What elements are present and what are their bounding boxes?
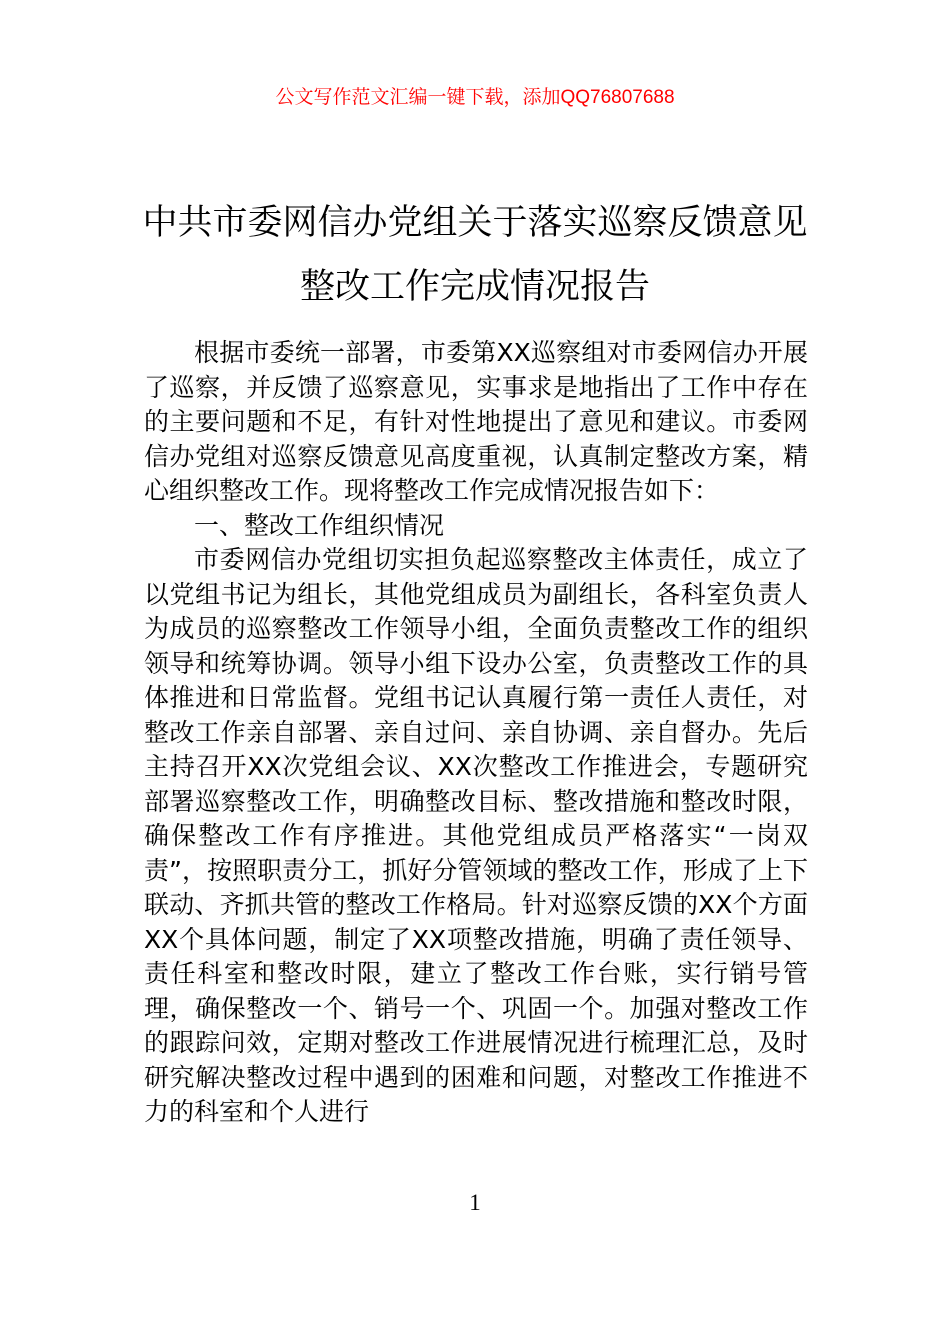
intro-paragraph: 根据市委统一部署，市委第XX巡察组对市委网信办开展了巡察，并反馈了巡察意见，实事求是地指出了工作中存在的主要问题和不足，有针对性地提出了意见和建议。市委网信办党组对巡察反馈意见高度重视，认真制定整改方案，精心组织整改工作。现将整改工作完成情况报告如下：	[144, 338, 808, 505]
document-body	[144, 336, 808, 1130]
section-paragraph: 市委网信办党组切实担负起巡察整改主体责任，成立了以党组书记为组长，其他党组成员为副组长，各科室负责人为成员的巡察整改工作领导小组，全面负责整改工作的组织领导和统筹协调。领导小组下设办公室，负责整改工作的具体推进和日常监督。党组书记认真履行第一责任人责任，对整改工作亲自部署、亲自过问、亲自协调、亲自督办。先后主持召开XX次党组会议、XX次整改工作推进会，专题研究部署巡察整改工作，明确整改目标、整改措施和整改时限，确保整改工作有序推进。其他党组成员严格落实“一岗双责”，按照职责分工，抓好分管领域的整改工作，形成了上下联动、齐抓共管的整改工作格局。针对巡察反馈的XX个方面XX个具体问题，制定了XX项整改措施，明确了责任领导、责任科室和整改时限，建立了整改工作台账，实行销号管理，确保整改一个、销号一个、巩固一个。加强对整改工作的跟踪问效，定期对整改工作进展情况进行梳理汇总，及时研究解决整改过程中遇到的困难和问题，对整改工作推进不力的科室和个人进行	[144, 545, 808, 1126]
section-heading: 一、整改工作组织情况	[194, 510, 445, 540]
document-title: 中共市委网信办党组关于落实巡察反馈意见整改工作完成情况报告	[142, 203, 808, 308]
header-download-note: 公文写作范文汇编一键下载，添加QQ76807688	[275, 87, 675, 108]
page-number: 1	[469, 1190, 481, 1215]
